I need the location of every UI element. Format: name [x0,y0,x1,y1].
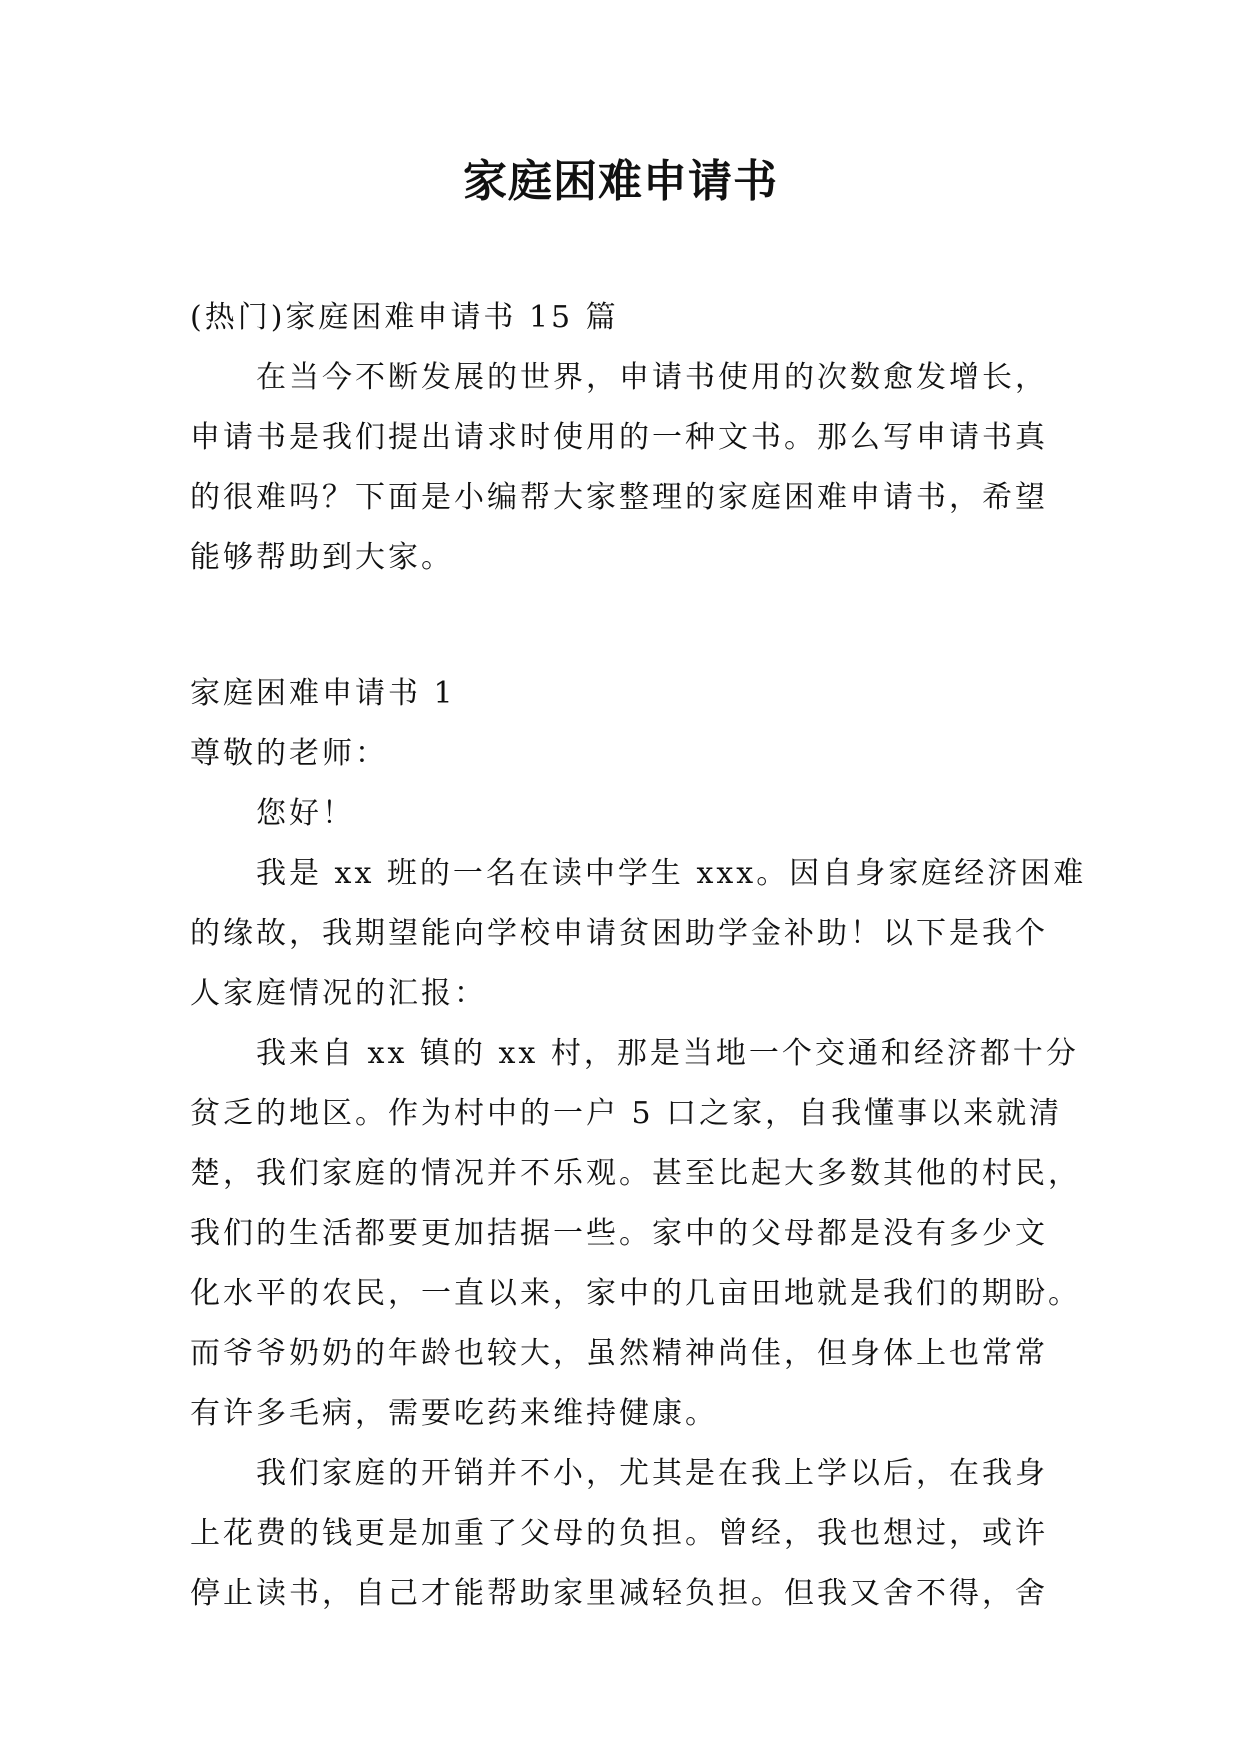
paragraph-line: 上花费的钱更是加重了父母的负担。曾经，我也想过，或许 [190,1516,1048,1551]
paragraph-line: 化水平的农民，一直以来，家中的几亩田地就是我们的期盼。 [190,1276,1081,1311]
greeting: 您好！ [256,796,355,831]
paragraph-line: 而爷爷奶奶的年龄也较大，虽然精神尚佳，但身体上也常常 [190,1336,1048,1371]
section-heading: 家庭困难申请书 1 [190,676,456,711]
paragraph-line: 贫乏的地区。作为村中的一户 5 口之家，自我懂事以来就清 [190,1096,1063,1131]
document-body [190,288,1087,1624]
paragraph-line: 楚，我们家庭的情况并不乐观。甚至比起大多数其他的村民， [190,1156,1081,1191]
intro-line: 申请书是我们提出请求时使用的一种文书。那么写申请书真 [190,420,1048,455]
paragraph-line: 我们的生活都要更加拮据一些。家中的父母都是没有多少文 [190,1216,1048,1251]
document-title: 家庭困难申请书 [463,156,778,207]
paragraph-line: 我们家庭的开销并不小，尤其是在我上学以后，在我身 [256,1456,1048,1491]
subtitle: (热门)家庭困难申请书 15 篇 [190,300,619,335]
salutation: 尊敬的老师： [190,736,388,771]
intro-line: 在当今不断发展的世界，申请书使用的次数愈发增长， [256,360,1048,395]
paragraph-line: 人家庭情况的汇报： [190,976,487,1011]
paragraph-line: 停止读书，自己才能帮助家里减轻负担。但我又舍不得，舍 [190,1576,1048,1611]
section-gap [190,588,1050,664]
intro-line: 的很难吗？下面是小编帮大家整理的家庭困难申请书，希望 [190,480,1048,515]
paragraph-line: 我来自 xx 镇的 xx 村，那是当地一个交通和经济都十分 [256,1036,1079,1071]
intro-line: 能够帮助到大家。 [190,540,454,575]
paragraph-line: 我是 xx 班的一名在读中学生 xxx。因自身家庭经济困难 [256,856,1087,891]
paragraph-line: 的缘故，我期望能向学校申请贫困助学金补助！以下是我个 [190,916,1048,951]
paragraph-line: 有许多毛病，需要吃药来维持健康。 [190,1396,718,1431]
